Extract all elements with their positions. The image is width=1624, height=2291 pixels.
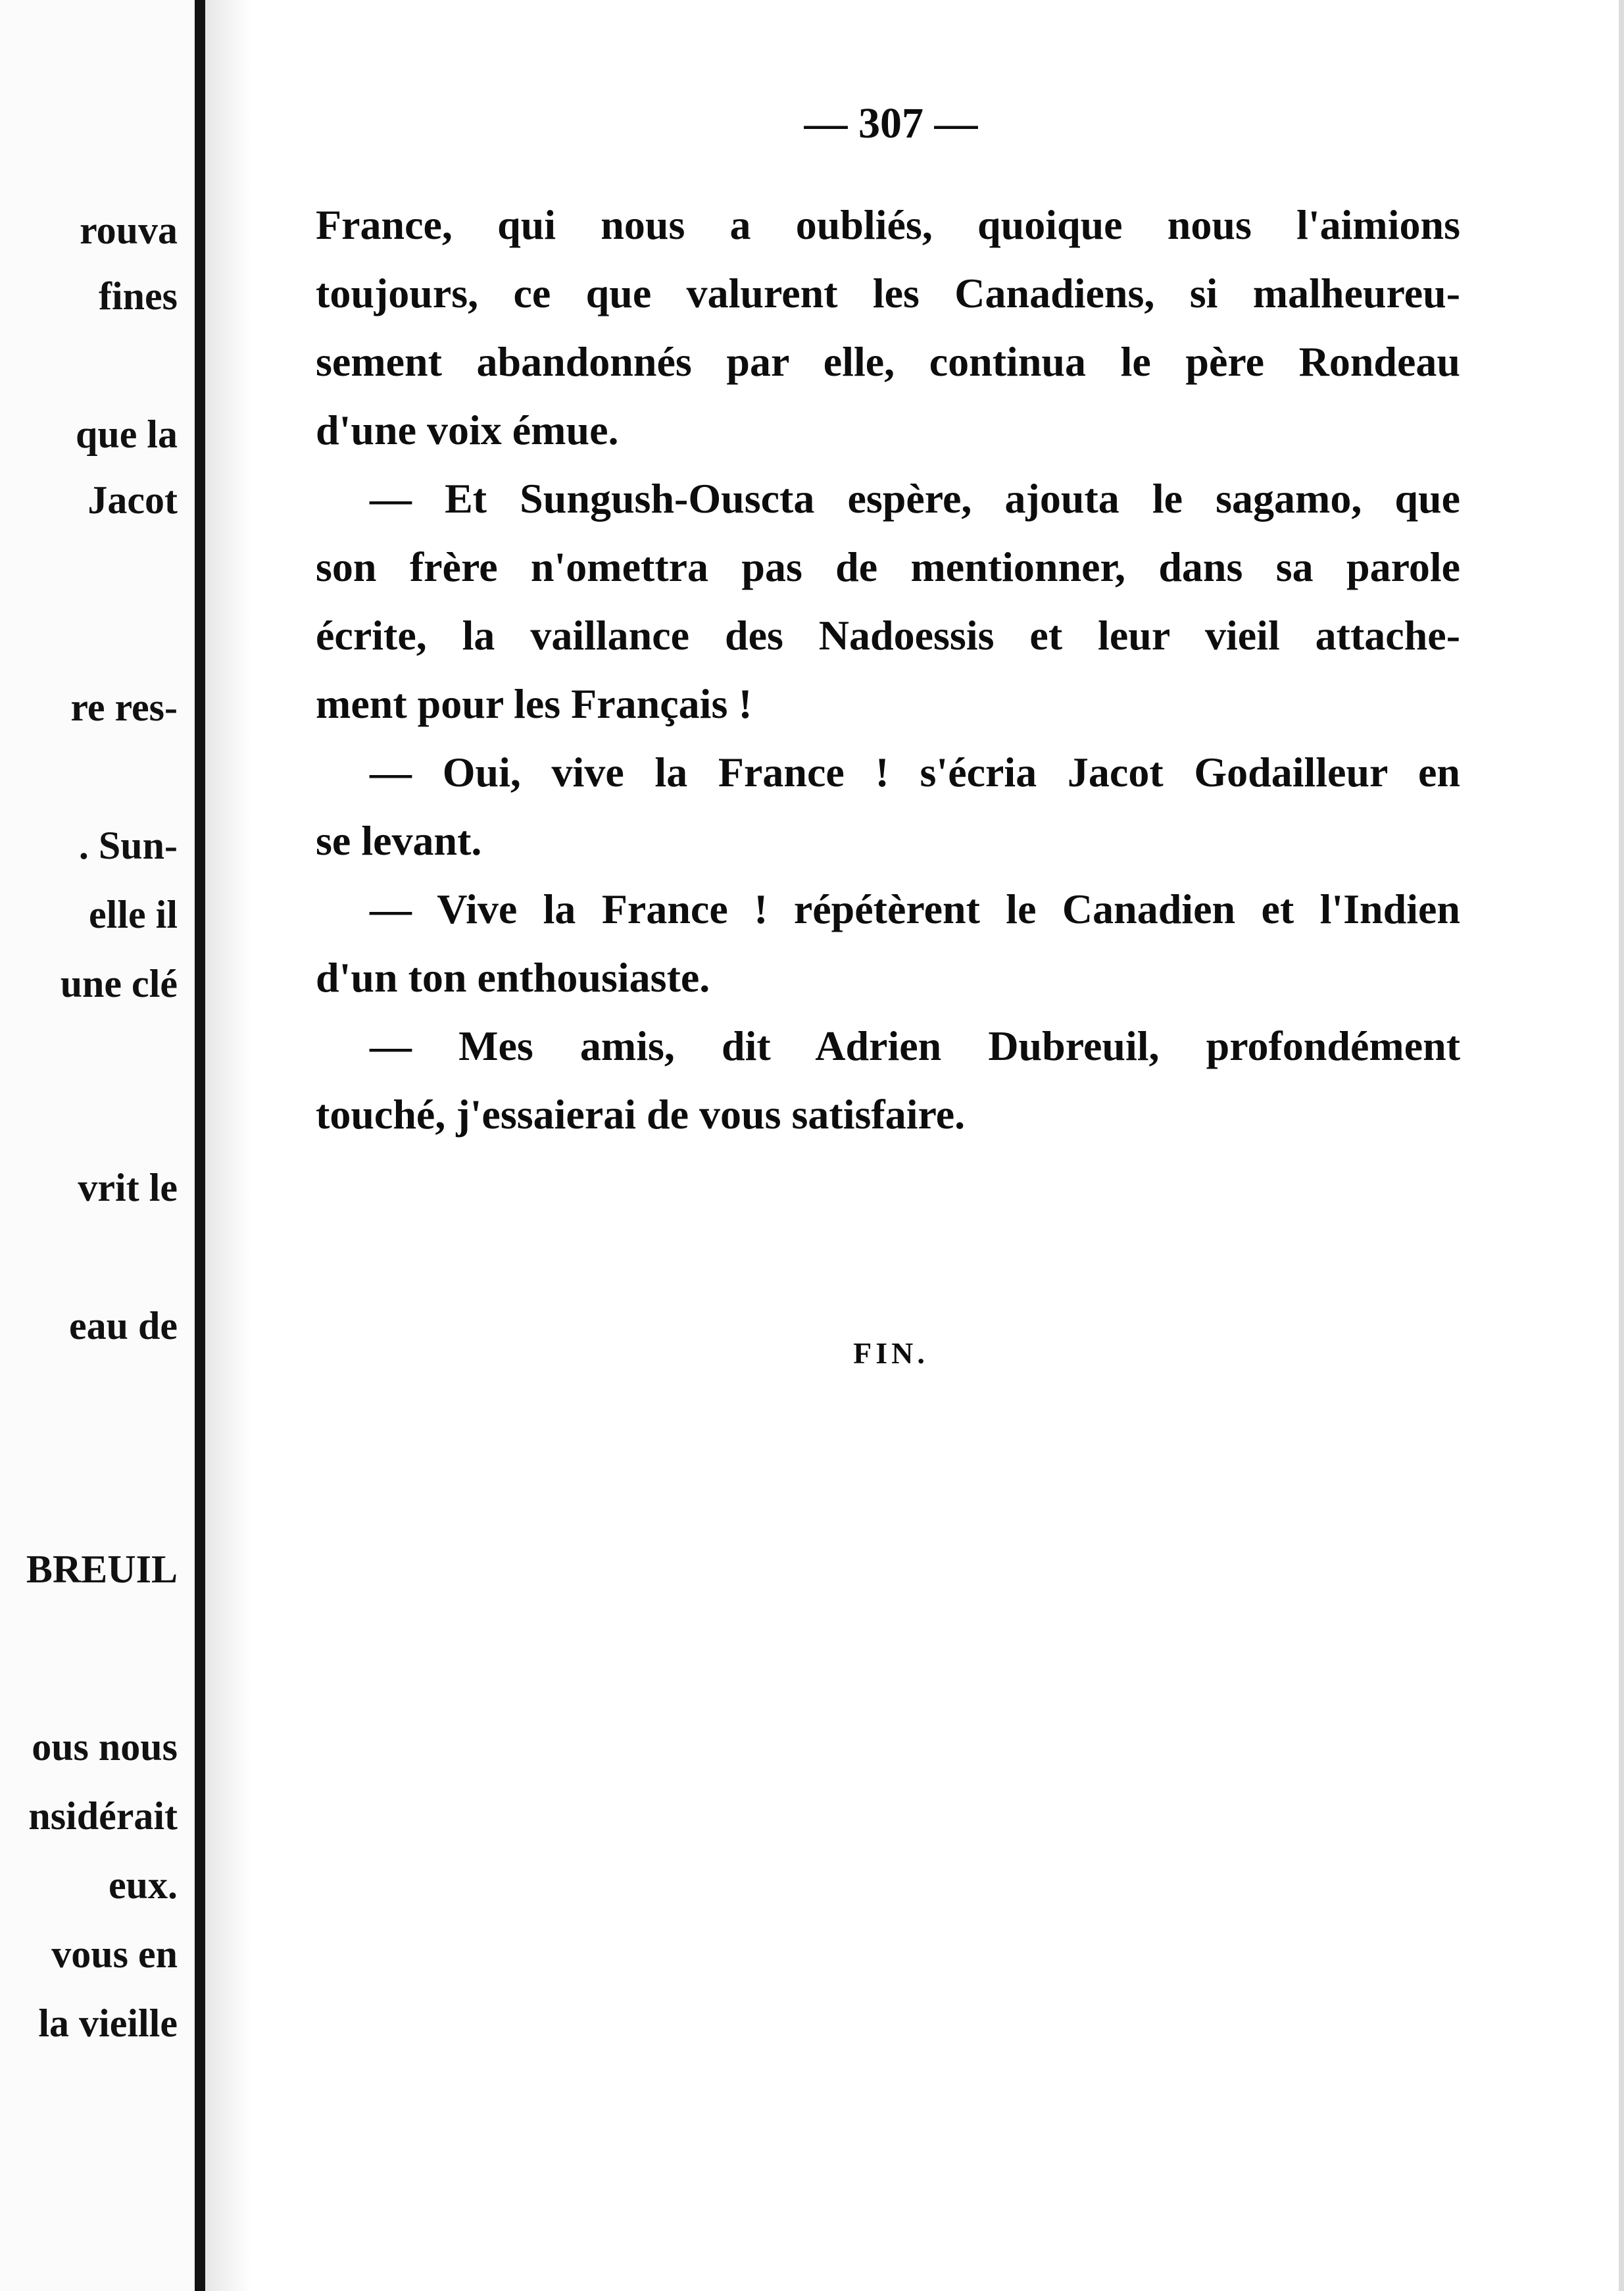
left-page-line: re res- bbox=[70, 686, 178, 729]
text-line: écrite, la vaillance des Nadoessis et leur vieil attache- bbox=[316, 612, 1460, 659]
left-page-line: Jacot bbox=[87, 478, 178, 522]
text-line: sement abandonnés par elle, continua le père Rondeau bbox=[316, 338, 1460, 385]
page-number: — 307 — bbox=[804, 99, 978, 147]
left-page-line: fines bbox=[99, 274, 178, 318]
left-page-line: . Sun- bbox=[78, 824, 178, 867]
left-page-line: eau de bbox=[69, 1304, 178, 1347]
page-gutter-shadow bbox=[205, 0, 251, 2291]
text-line: France, qui nous a oubliés, quoique nous l'aimions bbox=[316, 201, 1460, 248]
body-text bbox=[316, 191, 1460, 1149]
text-line: se levant. bbox=[316, 817, 482, 864]
left-page-line: vrit le bbox=[78, 1166, 178, 1209]
text-line: touché, j'essaierai de vous satisfaire. bbox=[316, 1091, 966, 1138]
end-mark: FIN. bbox=[853, 1336, 929, 1370]
text-line: ment pour les Français ! bbox=[316, 680, 752, 727]
page-gutter-border bbox=[195, 0, 205, 2291]
text-line: d'une voix émue. bbox=[316, 407, 619, 453]
left-page-line: que la bbox=[75, 413, 178, 456]
text-line: — Mes amis, dit Adrien Dubreuil, profondément bbox=[370, 1022, 1460, 1069]
page-right-edge bbox=[1619, 0, 1624, 2291]
text-line: toujours, ce que valurent les Canadiens, si malheureu- bbox=[316, 270, 1460, 316]
text-line: — Vive la France ! répétèrent le Canadien et l'Indien bbox=[370, 886, 1460, 932]
text-line: — Et Sungush-Ouscta espère, ajouta le sagamo, que bbox=[370, 475, 1460, 522]
text-line: son frère n'omettra pas de mentionner, dans sa parole bbox=[316, 543, 1460, 590]
left-page-line: une clé bbox=[60, 962, 178, 1005]
left-page-line: vous en bbox=[51, 1932, 178, 1976]
left-page-line: rouva bbox=[80, 209, 178, 252]
previous-page-fragment bbox=[0, 0, 197, 2291]
text-line: — Oui, vive la France ! s'écria Jacot Godailleur en bbox=[370, 749, 1460, 795]
left-page-line: BREUIL bbox=[26, 1548, 178, 1591]
left-page-line: ous nous bbox=[32, 1725, 178, 1769]
left-page-line: la vieille bbox=[38, 2001, 178, 2045]
left-page-line: nsidérait bbox=[28, 1794, 178, 1838]
text-line: d'un ton enthousiaste. bbox=[316, 954, 710, 1001]
left-page-line: elle il bbox=[89, 893, 178, 936]
left-page-line: eux. bbox=[109, 1863, 178, 1907]
